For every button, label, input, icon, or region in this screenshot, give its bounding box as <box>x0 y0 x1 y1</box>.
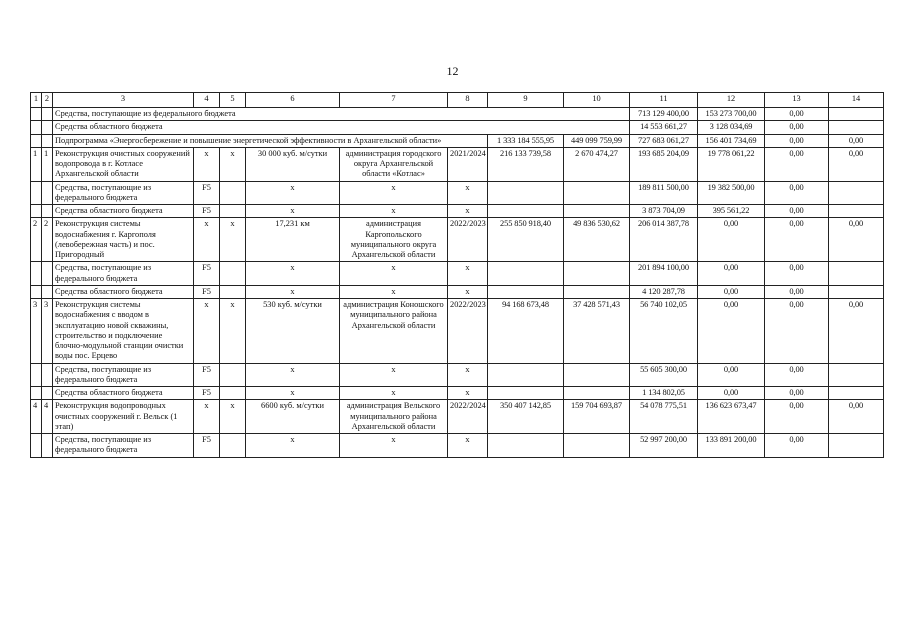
row-number: 2 <box>42 218 53 262</box>
empty-cell <box>488 181 564 205</box>
administrator-cell: администрация городского округа Архангельской области «Котлас» <box>340 147 448 181</box>
column-number-cell: 12 <box>698 93 765 108</box>
amount-cell: 0,00 <box>765 299 829 364</box>
row-number: 1 <box>31 147 42 181</box>
marker-cell: x <box>220 147 246 181</box>
empty-cell <box>829 262 884 286</box>
project-name: Реконструкция системы водоснабжения г. Каргополя (левобережная часть) и пос. Пригородный <box>53 218 194 262</box>
marker-cell: x <box>194 299 220 364</box>
marker-cell: x <box>340 285 448 298</box>
row-number: 2 <box>31 218 42 262</box>
table-row <box>31 147 884 181</box>
amount-cell: 94 168 673,48 <box>488 299 564 364</box>
table-row <box>31 434 884 458</box>
amount-cell: 0,00 <box>698 363 765 387</box>
column-number-cell: 4 <box>194 93 220 108</box>
column-number-cell: 2 <box>42 93 53 108</box>
marker-cell: x <box>448 181 488 205</box>
project-name: Реконструкция очистных сооружений водопровода в г. Котласе Архангельской области <box>53 147 194 181</box>
funding-source: Средства, поступающие из федерального бюджета <box>53 363 194 387</box>
amount-cell: 156 401 734,69 <box>698 134 765 147</box>
marker-cell: x <box>340 262 448 286</box>
marker-cell: x <box>448 434 488 458</box>
marker-cell: x <box>194 147 220 181</box>
empty-cell <box>31 387 42 400</box>
table-row <box>31 108 884 121</box>
amount-cell: 4 120 287,78 <box>630 285 698 298</box>
table-row <box>31 262 884 286</box>
years-cell: 2022/2023 <box>448 299 488 364</box>
table-row <box>31 181 884 205</box>
capacity-cell: 6600 куб. м/сутки <box>246 400 340 434</box>
empty-cell <box>42 134 53 147</box>
amount-cell: 56 740 102,05 <box>630 299 698 364</box>
amount-cell: 159 704 693,87 <box>564 400 630 434</box>
marker-cell: x <box>246 205 340 218</box>
amount-cell: 0,00 <box>765 121 829 134</box>
marker-cell: x <box>340 434 448 458</box>
marker-cell: x <box>194 218 220 262</box>
amount-cell: 449 099 759,99 <box>564 134 630 147</box>
row-number: 3 <box>42 299 53 364</box>
amount-cell: 350 407 142,85 <box>488 400 564 434</box>
empty-cell <box>488 387 564 400</box>
empty-cell <box>42 205 53 218</box>
amount-cell: 19 382 500,00 <box>698 181 765 205</box>
marker-cell: x <box>220 400 246 434</box>
empty-cell <box>564 387 630 400</box>
empty-cell <box>564 434 630 458</box>
row-label: Средства, поступающие из федерального бюджета <box>53 108 630 121</box>
amount-cell: 0,00 <box>765 387 829 400</box>
empty-cell <box>42 387 53 400</box>
code-cell: F5 <box>194 387 220 400</box>
amount-cell: 0,00 <box>765 181 829 205</box>
amount-cell: 52 997 200,00 <box>630 434 698 458</box>
amount-cell: 0,00 <box>765 262 829 286</box>
amount-cell: 0,00 <box>765 108 829 121</box>
marker-cell: x <box>340 387 448 400</box>
empty-cell <box>829 205 884 218</box>
code-cell: F5 <box>194 262 220 286</box>
amount-cell: 1 134 802,05 <box>630 387 698 400</box>
marker-cell: x <box>220 218 246 262</box>
empty-cell <box>829 363 884 387</box>
amount-cell: 0,00 <box>765 363 829 387</box>
empty-cell <box>42 262 53 286</box>
marker-cell: x <box>246 434 340 458</box>
empty-cell <box>829 387 884 400</box>
funding-source: Средства областного бюджета <box>53 285 194 298</box>
amount-cell: 0,00 <box>829 400 884 434</box>
table-row <box>31 205 884 218</box>
column-number-cell: 3 <box>53 93 194 108</box>
amount-cell: 49 836 530,62 <box>564 218 630 262</box>
column-number-cell: 5 <box>220 93 246 108</box>
column-number-cell: 1 <box>31 93 42 108</box>
empty-cell <box>31 285 42 298</box>
empty-cell <box>564 205 630 218</box>
empty-cell <box>220 181 246 205</box>
amount-cell: 3 873 704,09 <box>630 205 698 218</box>
marker-cell: x <box>448 205 488 218</box>
column-number-cell: 9 <box>488 93 564 108</box>
column-number-cell: 11 <box>630 93 698 108</box>
amount-cell: 153 273 700,00 <box>698 108 765 121</box>
amount-cell: 136 623 673,47 <box>698 400 765 434</box>
empty-cell <box>220 262 246 286</box>
amount-cell: 0,00 <box>765 218 829 262</box>
funding-source: Средства областного бюджета <box>53 205 194 218</box>
amount-cell: 0,00 <box>765 434 829 458</box>
empty-cell <box>31 121 42 134</box>
empty-cell <box>42 363 53 387</box>
column-number-row <box>31 93 884 108</box>
amount-cell: 37 428 571,43 <box>564 299 630 364</box>
marker-cell: x <box>246 363 340 387</box>
table-row <box>31 387 884 400</box>
empty-cell <box>488 205 564 218</box>
capacity-cell: 17,231 км <box>246 218 340 262</box>
amount-cell: 3 128 034,69 <box>698 121 765 134</box>
empty-cell <box>564 262 630 286</box>
empty-cell <box>829 285 884 298</box>
amount-cell: 0,00 <box>829 134 884 147</box>
marker-cell: x <box>448 285 488 298</box>
empty-cell <box>31 363 42 387</box>
funding-source: Средства, поступающие из федерального бюджета <box>53 434 194 458</box>
amount-cell: 0,00 <box>698 285 765 298</box>
column-number-cell: 8 <box>448 93 488 108</box>
amount-cell: 2 670 474,27 <box>564 147 630 181</box>
amount-cell: 0,00 <box>698 218 765 262</box>
amount-cell: 0,00 <box>765 134 829 147</box>
marker-cell: x <box>448 262 488 286</box>
empty-cell <box>31 108 42 121</box>
empty-cell <box>31 262 42 286</box>
amount-cell: 255 850 918,40 <box>488 218 564 262</box>
code-cell: F5 <box>194 363 220 387</box>
marker-cell: x <box>246 181 340 205</box>
marker-cell: x <box>246 387 340 400</box>
amount-cell: 0,00 <box>829 218 884 262</box>
column-number-cell: 6 <box>246 93 340 108</box>
amount-cell: 727 683 061,27 <box>630 134 698 147</box>
administrator-cell: администрация Вельского муниципального района Архангельской области <box>340 400 448 434</box>
amount-cell: 54 078 775,51 <box>630 400 698 434</box>
empty-cell <box>829 434 884 458</box>
table-row <box>31 218 884 262</box>
amount-cell: 713 129 400,00 <box>630 108 698 121</box>
empty-cell <box>42 181 53 205</box>
amount-cell: 0,00 <box>698 262 765 286</box>
marker-cell: x <box>448 387 488 400</box>
empty-cell <box>42 285 53 298</box>
row-number: 4 <box>42 400 53 434</box>
amount-cell: 0,00 <box>765 147 829 181</box>
empty-cell <box>488 363 564 387</box>
amount-cell: 55 605 300,00 <box>630 363 698 387</box>
budget-table <box>30 92 884 458</box>
row-number: 3 <box>31 299 42 364</box>
empty-cell <box>42 108 53 121</box>
empty-cell <box>31 134 42 147</box>
column-number-cell: 13 <box>765 93 829 108</box>
code-cell: F5 <box>194 181 220 205</box>
amount-cell: 0,00 <box>765 205 829 218</box>
marker-cell: x <box>340 363 448 387</box>
capacity-cell: 30 000 куб. м/сутки <box>246 147 340 181</box>
marker-cell: x <box>220 299 246 364</box>
amount-cell: 133 891 200,00 <box>698 434 765 458</box>
table-row <box>31 363 884 387</box>
empty-cell <box>488 434 564 458</box>
empty-cell <box>42 121 53 134</box>
page-number: 12 <box>446 64 459 78</box>
table-row <box>31 134 884 147</box>
empty-cell <box>31 434 42 458</box>
column-number-cell: 14 <box>829 93 884 108</box>
table-row <box>31 285 884 298</box>
amount-cell: 1 333 184 555,95 <box>488 134 564 147</box>
funding-source: Средства, поступающие из федерального бюджета <box>53 262 194 286</box>
funding-source: Средства областного бюджета <box>53 387 194 400</box>
empty-cell <box>220 205 246 218</box>
subprogram-label: Подпрограмма «Энергосбережение и повышение энергетической эффективности в Архангельской области» <box>53 134 488 147</box>
amount-cell: 0,00 <box>829 299 884 364</box>
column-number-cell: 10 <box>564 93 630 108</box>
amount-cell: 14 553 661,27 <box>630 121 698 134</box>
marker-cell: x <box>194 400 220 434</box>
amount-cell: 216 133 739,58 <box>488 147 564 181</box>
amount-cell: 0,00 <box>765 285 829 298</box>
empty-cell <box>564 363 630 387</box>
empty-cell <box>829 181 884 205</box>
amount-cell: 0,00 <box>765 400 829 434</box>
amount-cell: 201 894 100,00 <box>630 262 698 286</box>
amount-cell: 193 685 204,09 <box>630 147 698 181</box>
marker-cell: x <box>448 363 488 387</box>
empty-cell <box>488 262 564 286</box>
empty-cell <box>564 285 630 298</box>
empty-cell <box>31 205 42 218</box>
code-cell: F5 <box>194 205 220 218</box>
capacity-cell: 530 куб. м/сутки <box>246 299 340 364</box>
empty-cell <box>42 434 53 458</box>
row-label: Средства областного бюджета <box>53 121 630 134</box>
administrator-cell: администрация Каргопольского муниципального округа Архангельской области <box>340 218 448 262</box>
table-row <box>31 121 884 134</box>
marker-cell: x <box>340 205 448 218</box>
amount-cell: 395 561,22 <box>698 205 765 218</box>
amount-cell: 19 778 061,22 <box>698 147 765 181</box>
years-cell: 2022/2023 <box>448 218 488 262</box>
empty-cell <box>564 181 630 205</box>
table-row <box>31 299 884 364</box>
empty-cell <box>220 285 246 298</box>
amount-cell <box>829 108 884 121</box>
amount-cell: 0,00 <box>698 299 765 364</box>
empty-cell <box>220 434 246 458</box>
row-number: 1 <box>42 147 53 181</box>
years-cell: 2021/2024 <box>448 147 488 181</box>
amount-cell: 206 014 387,78 <box>630 218 698 262</box>
code-cell: F5 <box>194 434 220 458</box>
marker-cell: x <box>340 181 448 205</box>
amount-cell: 0,00 <box>698 387 765 400</box>
funding-source: Средства, поступающие из федерального бюджета <box>53 181 194 205</box>
code-cell: F5 <box>194 285 220 298</box>
marker-cell: x <box>246 285 340 298</box>
empty-cell <box>220 387 246 400</box>
empty-cell <box>220 363 246 387</box>
amount-cell: 0,00 <box>829 147 884 181</box>
project-name: Реконструкция водопроводных очистных сооружений г. Вельск (1 этап) <box>53 400 194 434</box>
amount-cell: 189 811 500,00 <box>630 181 698 205</box>
column-number-cell: 7 <box>340 93 448 108</box>
amount-cell <box>829 121 884 134</box>
row-number: 4 <box>31 400 42 434</box>
empty-cell <box>31 181 42 205</box>
years-cell: 2022/2024 <box>448 400 488 434</box>
table-row <box>31 400 884 434</box>
marker-cell: x <box>246 262 340 286</box>
empty-cell <box>488 285 564 298</box>
project-name: Реконструкция системы водоснабжения с вводом в эксплуатацию новой скважины, строительство и подключение блочно-модульной станции очистки воды пос. Ерцево <box>53 299 194 364</box>
administrator-cell: администрация Коношского муниципального района Архангельской области <box>340 299 448 364</box>
